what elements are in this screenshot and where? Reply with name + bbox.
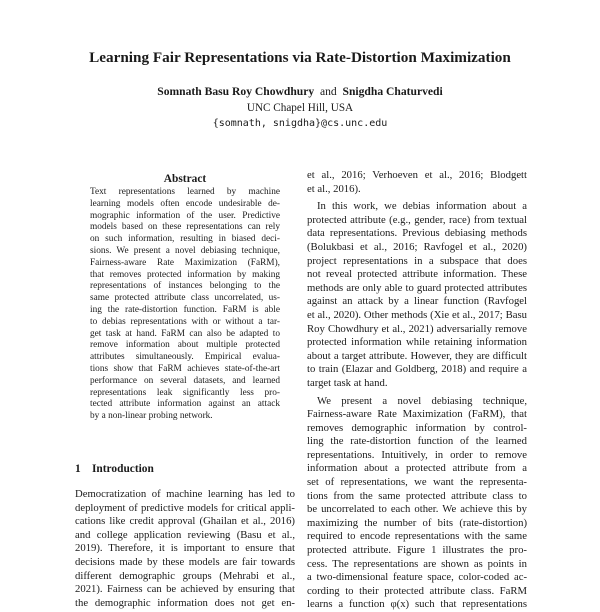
section-title: Introduction bbox=[92, 463, 154, 475]
abstract-line: sions. We present a novel debiasing technique, bbox=[90, 245, 280, 256]
intro-line: Democratization of machine learning has led to bbox=[75, 488, 295, 500]
abstract-line: attributes simultaneously. Empirical evalua- bbox=[90, 352, 280, 363]
intro-line: 2021). Fairness can be achieved by ensuring that bbox=[75, 583, 295, 596]
body-line: a two-dimensional feature space, color-coded ac- bbox=[307, 571, 527, 584]
abstract-line: ing the rate-distortion function. FaRM is able bbox=[90, 304, 280, 315]
abstract-line: by a non-linear probing network. bbox=[90, 411, 213, 422]
intro-line: cations like credit approval (Ghailan et al., 2016) bbox=[75, 515, 295, 528]
section-number: 1 bbox=[75, 463, 81, 475]
body-line: tions from the same protected attribute class to bbox=[307, 489, 527, 502]
body-line: (Bolukbasi et al., 2016; Ravfogel et al., 2020) bbox=[307, 240, 527, 253]
abstract-line: performance on several datasets, and learned bbox=[90, 375, 280, 386]
body-line: Fairness-aware Rate Maximization (FaRM), that bbox=[307, 408, 527, 421]
abstract-line: mographic information of the user. Predictive bbox=[90, 210, 280, 221]
body-line: against an attack by a linear function (Ravfogel bbox=[307, 295, 527, 308]
abstract-line: models based on these representations can rely bbox=[90, 222, 280, 233]
abstract-line: on such information, resulting in biased deci- bbox=[90, 234, 280, 245]
paper-title: Learning Fair Representations via Rate-Distortion Maximization bbox=[89, 49, 511, 66]
body-line: et al., 2020). Other methods (Xie et al., 2017; Basu bbox=[307, 308, 527, 321]
body-line: about a target attribute. However, they are difficult bbox=[307, 349, 527, 362]
abstract-line: same protected attribute class uncorrelated, us- bbox=[90, 293, 280, 304]
body-line: In this work, we debias information about a bbox=[317, 200, 527, 213]
author-email: {somnath, snigdha}@cs.unc.edu bbox=[212, 118, 388, 129]
intro-line: deployment of predictive models for critical appli- bbox=[75, 501, 295, 514]
abstract-line: that removes protected information by making bbox=[90, 269, 280, 280]
abstract-line: tected attribute information against an attack bbox=[90, 399, 280, 410]
body-line: protected information while retaining information bbox=[307, 336, 527, 349]
body-line: Roy Chowdhury et al., 2021) adversarially remove bbox=[307, 322, 527, 335]
abstract-heading: Abstract bbox=[163, 173, 207, 185]
intro-line: 2019). Therefore, it is important to ensure that bbox=[75, 542, 295, 555]
body-line: We present a novel debiasing technique, bbox=[317, 394, 527, 407]
body-line: methods are only able to guard protected attributes bbox=[307, 281, 527, 294]
intro-line: different demographic groups (Mehrabi et al., bbox=[75, 569, 295, 582]
author-and: and bbox=[319, 85, 337, 98]
body-line: not reveal protected attribute information. These bbox=[307, 268, 527, 281]
right-column bbox=[307, 169, 527, 612]
abstract-line: get task at hand. FaRM can also be adapted to bbox=[90, 328, 280, 339]
body-line: learns a function φ(x) such that representations bbox=[307, 598, 527, 611]
abstract-line: representations of instances belonging to the bbox=[90, 281, 280, 292]
intro-line: and college application reviewing (Basu et al., bbox=[75, 528, 295, 541]
body-line: maximizing the number of bits (rate-distortion) bbox=[307, 516, 527, 529]
author-1: Somnath Basu Roy Chowdhury bbox=[157, 85, 315, 98]
body-line: set of representations, we want the representa- bbox=[307, 476, 527, 489]
abstract-line: learning models often encode undesirable de- bbox=[90, 198, 280, 209]
section-heading-introduction bbox=[75, 462, 295, 476]
body-line: protected attribute (e.g., gender, race) from textual bbox=[307, 213, 527, 226]
body-line: target task at hand. bbox=[307, 376, 388, 389]
body-line: cording to their protected attribute class. FaRM bbox=[307, 584, 527, 597]
intro-line: the demographic information does not get en- bbox=[75, 596, 295, 609]
abstract-line: representations leak significantly less pro- bbox=[90, 387, 280, 398]
body-line: et al., 2016). bbox=[307, 182, 361, 195]
introduction-body bbox=[75, 488, 295, 610]
affiliation: UNC Chapel Hill, USA bbox=[246, 102, 354, 114]
body-line: required to encode representations with the same bbox=[307, 530, 527, 543]
abstract-line: tions show that FaRM achieves state-of-the-art bbox=[90, 363, 280, 374]
author-2: Snigdha Chaturvedi bbox=[342, 85, 443, 98]
abstract-line: Fairness-aware Rate Maximization (FaRM), bbox=[90, 257, 280, 268]
body-line: be uncorrelated to each other. We achieve this by bbox=[307, 503, 527, 516]
author-line bbox=[0, 85, 600, 99]
abstract-body bbox=[90, 187, 280, 423]
body-line: to train (Elazar and Goldberg, 2018) and require a bbox=[307, 363, 527, 376]
body-line: ling the rate-distortion function of the learned bbox=[307, 435, 527, 448]
body-line: removes demographic information by control- bbox=[307, 421, 527, 434]
body-line: protected attribute. Figure 1 illustrates the pro- bbox=[307, 544, 527, 557]
intro-line: decisions made by these models are fair towards bbox=[75, 555, 295, 568]
body-line: project representations in a subspace that does bbox=[307, 254, 527, 267]
body-line: et al., 2016; Verhoeven et al., 2016; Blodgett bbox=[307, 169, 527, 181]
abstract-line: remove information about multiple protected bbox=[90, 340, 280, 351]
abstract-line: to debias representations with or without a tar- bbox=[90, 316, 280, 327]
body-line: representations. Intuitively, in order to remove bbox=[307, 448, 527, 461]
body-line: information about a protected attribute from a bbox=[307, 462, 527, 475]
abstract-line: Text representations learned by machine bbox=[90, 187, 280, 197]
body-line: data representations. Previous debiasing methods bbox=[307, 227, 527, 240]
body-line: cess. The representations are shown as points in bbox=[307, 557, 527, 570]
